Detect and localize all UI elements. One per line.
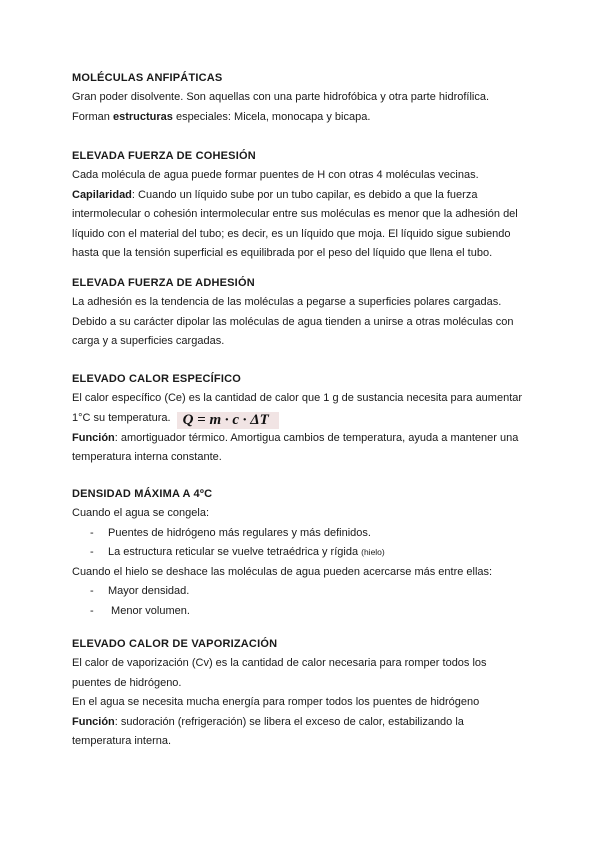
section-title: MOLÉCULAS ANFIPÁTICAS [72,72,223,84]
list-dash: - [90,526,94,539]
text-span: : amortiguador térmico. Amortigua cambios de temperatura, ayuda a mantener una [114,431,519,444]
paragraph-line: temperatura interna. [72,735,172,747]
list-item-text: Mayor densidad. [108,585,190,597]
formula-image: Q = m · c · ΔT [177,412,279,429]
paragraph-line: El calor específico (Ce) es la cantidad de calor que 1 g de sustancia necesita para aumentar [72,392,523,404]
list-item [72,543,532,563]
bold-term: Función [72,431,115,444]
text-span: Forman [72,110,113,123]
list-dash: - [90,546,94,558]
paragraph-line [72,713,532,733]
paragraph-line: carga y a superficies cargadas. [72,335,225,347]
paragraph-line: líquido con el material del tubo; es decir, es un líquido que moja. El líquido sigue subiendo [72,227,511,240]
paragraph-line: intermolecular o cohesión intermolecular entre sus moléculas es menor que la adhesión del [72,208,518,220]
section-densidad [72,485,532,621]
paragraph-line: En el agua se necesita mucha energía para romper todos los puentes de hidrógeno [72,696,480,708]
paragraph-line [72,108,532,128]
list-dash: - [90,585,94,597]
section-title: ELEVADA FUERZA DE COHESIÓN [72,150,256,162]
paragraph-line: temperatura interna constante. [72,451,222,463]
text-span: 1°C su temperatura. [72,411,171,424]
list-item [72,602,532,622]
text-span: especiales: Micela, monocapa y bicapa. [172,110,371,123]
paragraph-line: Cada molécula de agua puede formar puentes de H con otras 4 moléculas vecinas. [72,169,479,181]
paragraph-line [72,429,532,449]
section-adhesion [72,274,532,352]
bold-term: estructuras [112,110,173,123]
list-item-text: Menor volumen. [108,604,190,617]
list-item-text: La estructura reticular se vuelve tetraédrica y rígida [108,546,359,558]
text-span: : Cuando un líquido sube por un tubo capilar, es debido a que la fuerza [131,188,478,201]
paragraph-line: puentes de hidrógeno. [72,676,182,689]
section-title: ELEVADA FUERZA DE ADHESIÓN [72,277,255,289]
section-calor-especifico [72,370,532,468]
paragraph-line: Gran poder disolvente. Son aquellas con una parte hidrofóbica y otra parte hidrofílica. [72,91,490,103]
paragraph-line: Cuando el agua se congela: [72,507,209,519]
list-item [72,582,532,602]
paragraph-line [72,409,532,429]
list-item [72,524,532,544]
paragraph-line: Debido a su carácter dipolar las moléculas de agua tienden a unirse a otras moléculas con [72,315,514,328]
list-dash: - [90,604,94,617]
list-item-text: Puentes de hidrógeno más regulares y más definidos. [108,526,371,539]
section-title: DENSIDAD MÁXIMA A 4ºC [72,488,213,500]
bold-term: Capilaridad [72,188,132,201]
section-anfipaticas [72,69,532,127]
section-vaporizacion [72,635,532,752]
paragraph-line: El calor de vaporización (Cv) es la cantidad de calor necesaria para romper todos los [72,657,487,669]
text-span: : sudoración (refrigeración) se libera el exceso de calor, estabilizando la [114,715,464,728]
paragraph-line: hasta que la tensión superficial es equilibrada por el peso del líquido que llena el tubo. [72,247,493,259]
section-cohesion [72,147,532,264]
paragraph-line: La adhesión es la tendencia de las moléculas a pegarse a superficies polares cargadas. [72,296,502,308]
paragraph-line: Cuando el hielo se deshace las moléculas de agua pueden acercarse más entre ellas: [72,565,493,578]
bold-term: Función [72,715,115,728]
section-title: ELEVADO CALOR DE VAPORIZACIÓN [72,638,278,650]
small-note: (hielo) [361,547,385,557]
section-title: ELEVADO CALOR ESPECÍFICO [72,373,241,385]
paragraph-line [72,186,532,206]
